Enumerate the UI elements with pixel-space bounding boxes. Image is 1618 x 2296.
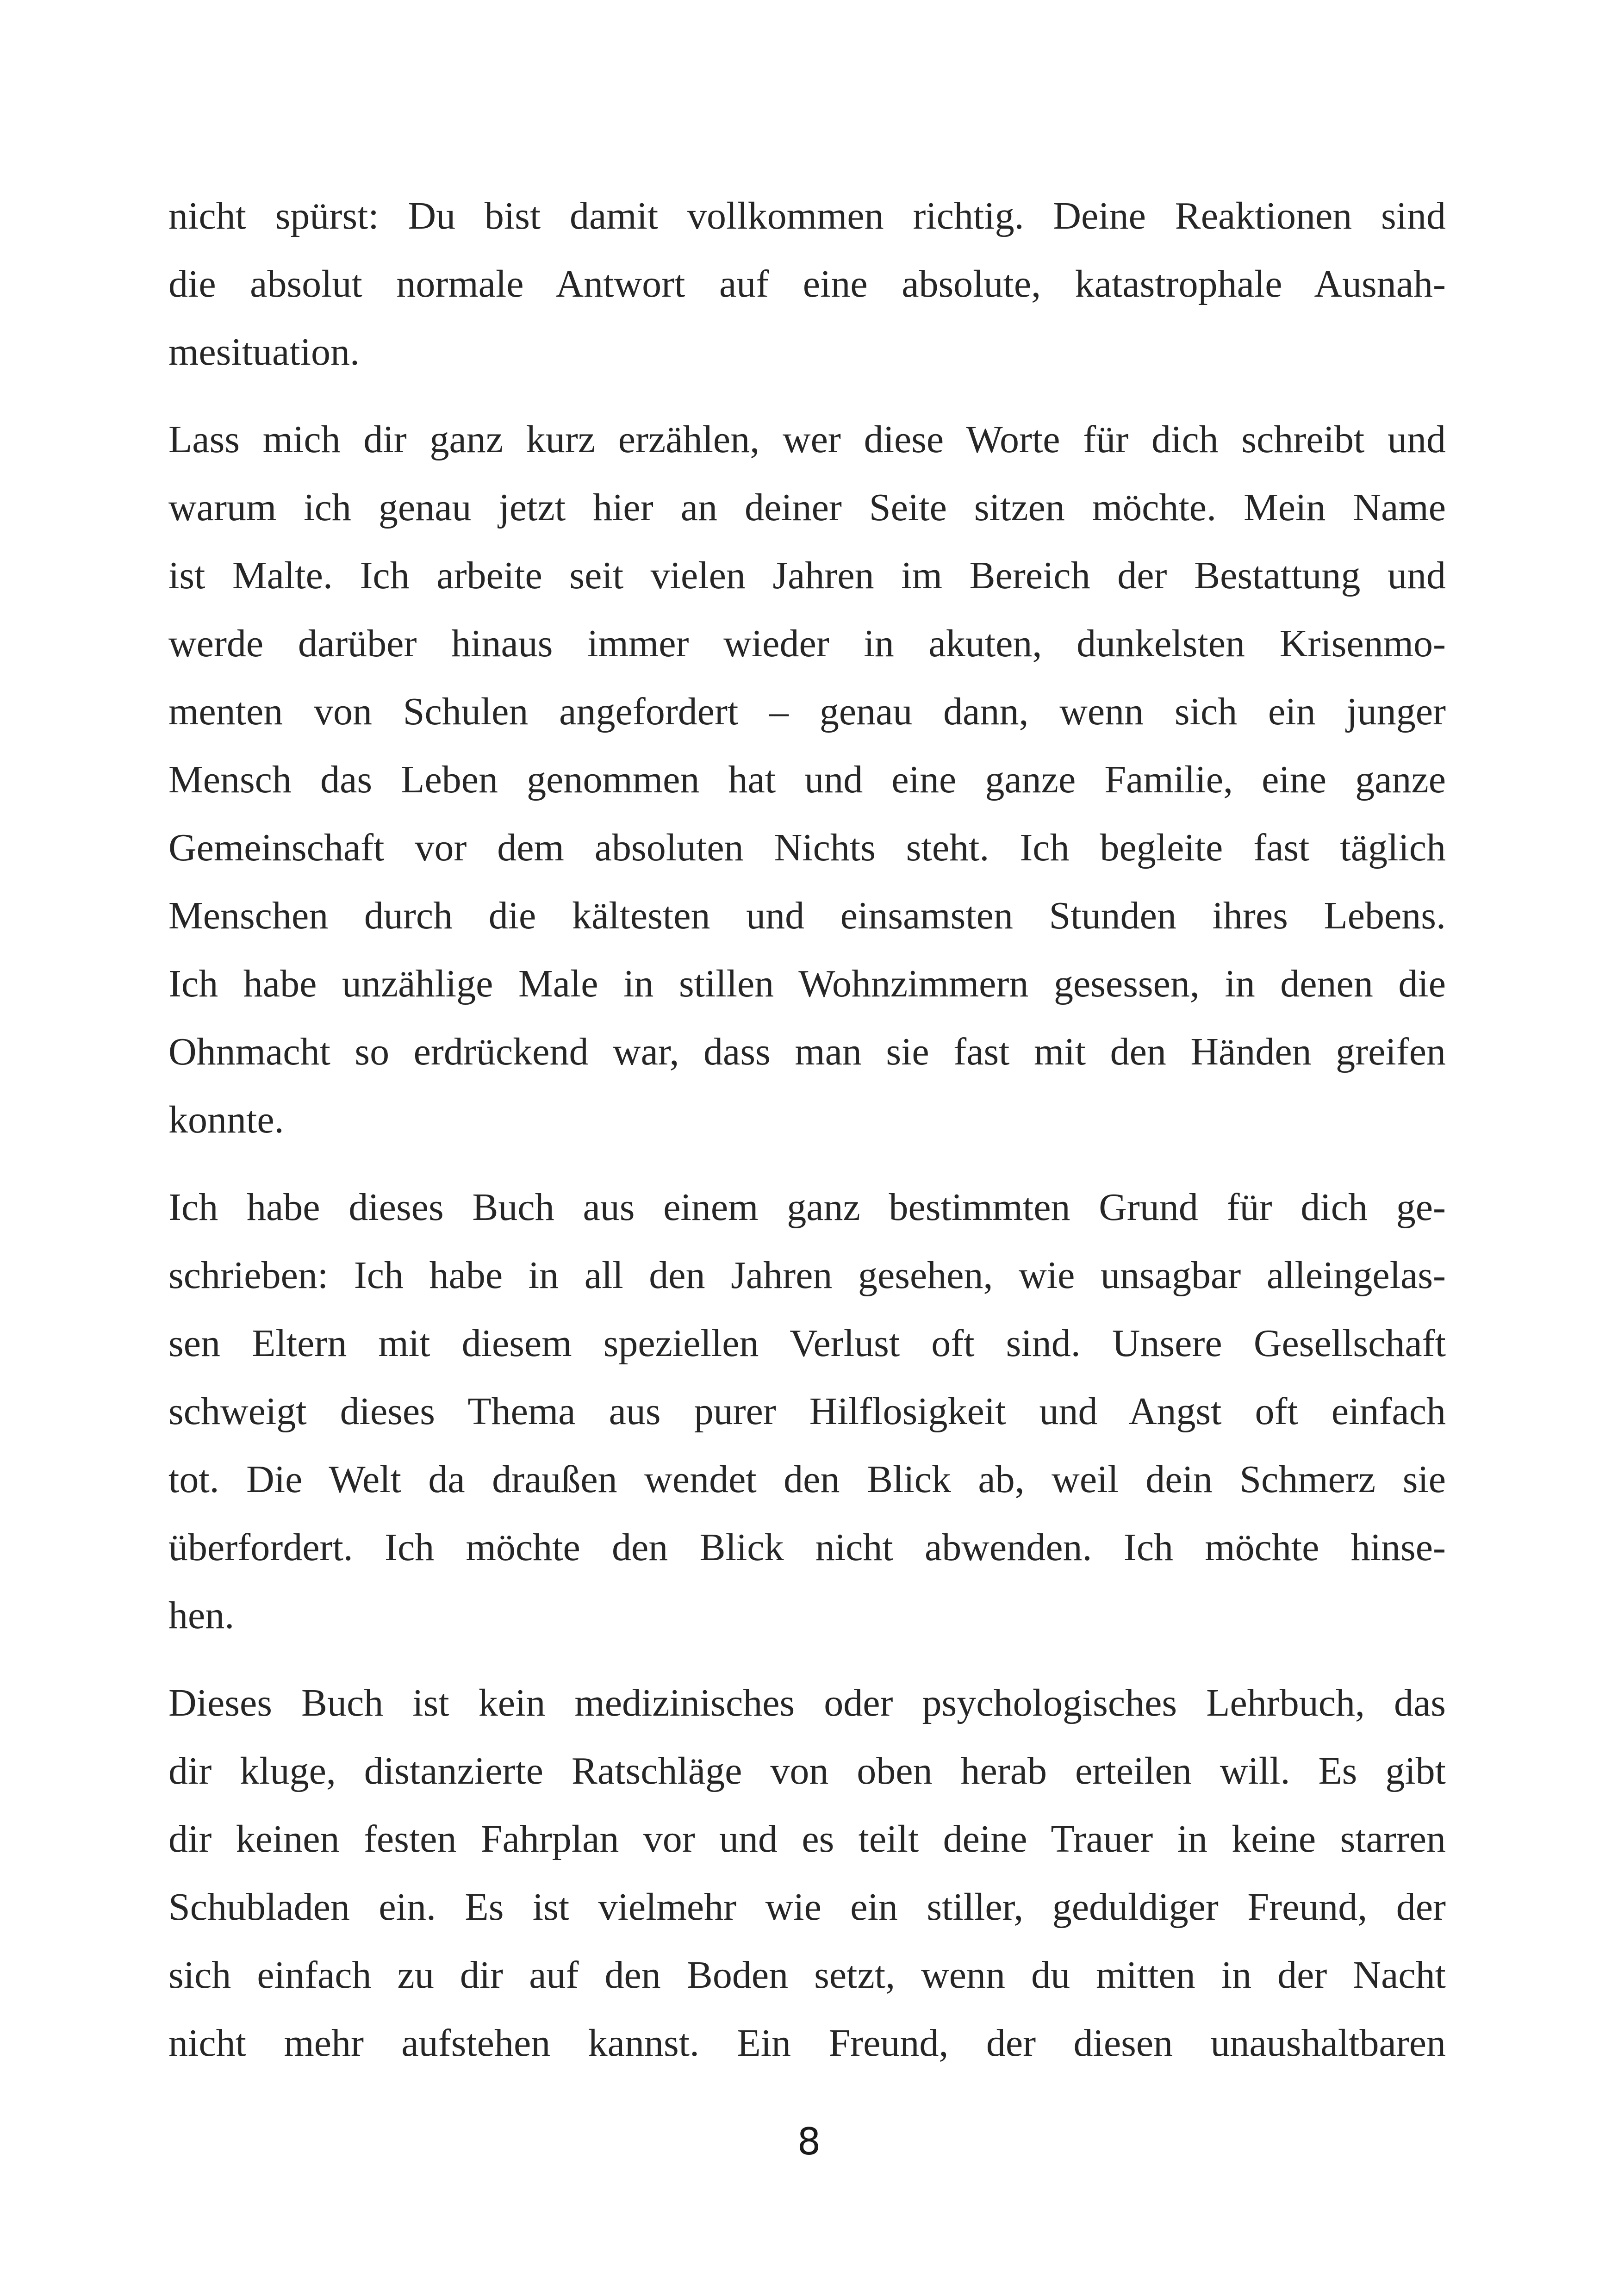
page-number: 8 — [797, 2120, 821, 2163]
paragraph-gap — [168, 1154, 1446, 1173]
text-line: überfordert. Ich möchte den Blick nicht abwenden. Ich möchte hinse- — [168, 1526, 1446, 1569]
paragraph — [168, 182, 1446, 386]
text-line: Lass mich dir ganz kurz erzählen, wer diese Worte für dich schreibt und — [168, 418, 1446, 461]
text-line: Dieses Buch ist kein medizinisches oder psychologisches Lehrbuch, das — [168, 1681, 1446, 1724]
text-line: dir kluge, distanzierte Ratschläge von oben herab erteilen will. Es gibt — [168, 1749, 1446, 1792]
text-line: dir keinen festen Fahrplan vor und es teilt deine Trauer in keine starren — [168, 1817, 1446, 1860]
text-line: nicht spürst: Du bist damit vollkommen richtig. Deine Reaktionen sind — [168, 194, 1446, 237]
text-line: Ohnmacht so erdrückend war, dass man sie fast mit den Händen greifen — [168, 1030, 1446, 1073]
text-line: Ich habe dieses Buch aus einem ganz bestimmten Grund für dich ge- — [168, 1186, 1446, 1229]
text-line: schrieben: Ich habe in all den Jahren gesehen, wie unsagbar alleingelas- — [168, 1254, 1446, 1297]
paragraph — [168, 1669, 1446, 2077]
body-text — [168, 182, 1446, 2077]
text-line: Schubladen ein. Es ist vielmehr wie ein stiller, geduldiger Freund, der — [168, 1885, 1446, 1929]
text-line: hen. — [168, 1594, 235, 1637]
paragraph-gap — [168, 386, 1446, 405]
text-line: Gemeinschaft vor dem absoluten Nichts steht. Ich begleite fast täglich — [168, 826, 1446, 869]
paragraph — [168, 405, 1446, 1154]
text-line: menten von Schulen angefordert – genau dann, wenn sich ein junger — [168, 690, 1446, 733]
text-line: nicht mehr aufstehen kannst. Ein Freund, der diesen unaushaltbaren — [168, 2022, 1446, 2065]
text-line: konnte. — [168, 1098, 284, 1141]
text-line: tot. Die Welt da draußen wendet den Blick ab, weil dein Schmerz sie — [168, 1458, 1446, 1501]
text-line: mesituation. — [168, 330, 360, 373]
text-line: sich einfach zu dir auf den Boden setzt, wenn du mitten in der Nacht — [168, 1954, 1446, 1997]
text-line: die absolut normale Antwort auf eine absolute, katastrophale Ausnah- — [168, 262, 1446, 305]
paragraph — [168, 1173, 1446, 1649]
text-line: warum ich genau jetzt hier an deiner Seite sitzen möchte. Mein Name — [168, 486, 1446, 529]
text-line: werde darüber hinaus immer wieder in akuten, dunkelsten Krisenmo- — [168, 622, 1446, 665]
text-line: schweigt dieses Thema aus purer Hilflosigkeit und Angst oft einfach — [168, 1390, 1446, 1433]
text-line: Menschen durch die kältesten und einsamsten Stunden ihres Lebens. — [168, 894, 1446, 937]
paragraph-gap — [168, 1649, 1446, 1669]
text-line: sen Eltern mit diesem speziellen Verlust oft sind. Unsere Gesellschaft — [168, 1322, 1446, 1365]
text-line: Mensch das Leben genommen hat und eine ganze Familie, eine ganze — [168, 758, 1446, 801]
text-line: ist Malte. Ich arbeite seit vielen Jahren im Bereich der Bestattung und — [168, 554, 1446, 597]
text-line: Ich habe unzählige Male in stillen Wohnzimmern gesessen, in denen die — [168, 962, 1446, 1005]
